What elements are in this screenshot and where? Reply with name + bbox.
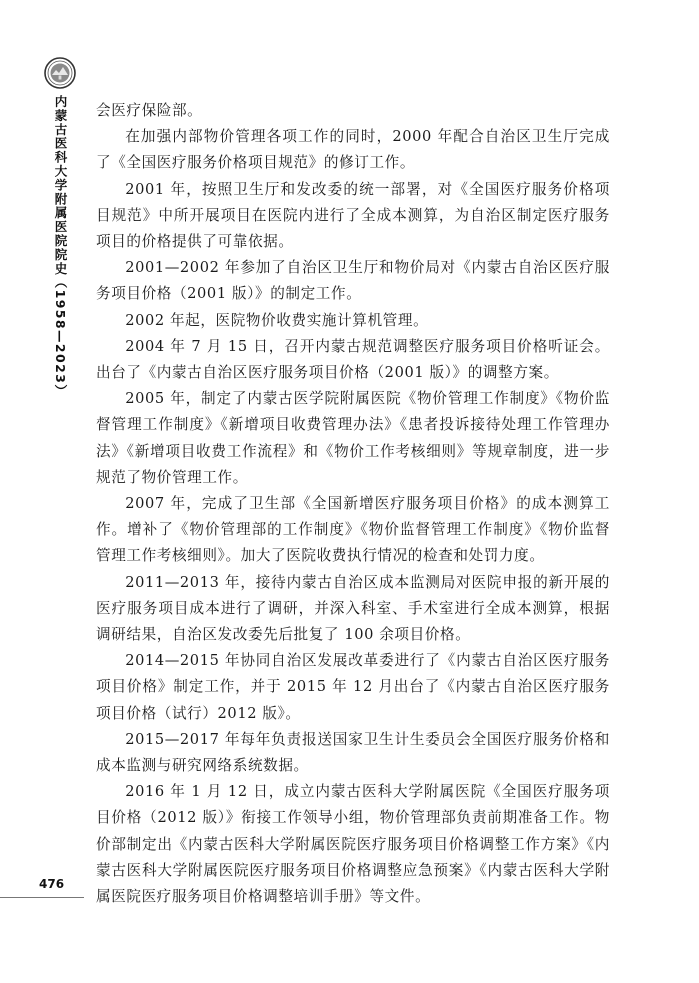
book-years: （1958—2023） [53, 275, 68, 399]
paragraph: 会医疗保险部。 [96, 102, 203, 119]
book-title: 内蒙古医科大学附属医院院史 [53, 95, 68, 276]
paragraph: 2015—2017 年每年负责报送国家卫生计生委员会全国医疗服务价格和成本监测与研究网络系统数据。 [96, 730, 610, 775]
paragraph: 在加强内部物价管理各项工作的同时，2000 年配合自治区卫生厅完成了《全国医疗服务价格项目规范》的修订工作。 [96, 128, 610, 172]
book-title-vertical [47, 95, 73, 398]
paragraph: 2001—2002 年参加了自治区卫生厅和物价局对《内蒙古自治区医疗服务项目价格（2001 版）》的制定工作。 [96, 259, 610, 303]
page-number-rule [0, 897, 84, 898]
hospital-emblem-icon [44, 57, 76, 89]
paragraph: 2002 年起，医院物价收费实施计算机管理。 [125, 311, 429, 329]
paragraph: 2005 年，制定了内蒙古医学院附属医院《物价管理工作制度》《物价监督管理工作制度》《新增项目收费管理办法》《患者投诉接待处理工作管理办法》《新增项目收费工作流程》和《物价工作考核细则》等规章制度，进一步规范了物价管理工作。 [96, 390, 610, 486]
paragraph: 2016 年 1 月 12 日，成立内蒙古医科大学附属医院《全国医疗服务项目价格（2012 版）》衔接工作领导小组，物价管理部负责前期准备工作。物价部制定出《内蒙古医科大学附属医院医疗服务项目价格调整工作方案》《内蒙古医科大学附属医院医疗服务项目价格调整应急预案》《内蒙古医科大学附属医院医疗服务项目价格调整培训手册》等文件。 [96, 783, 610, 906]
paragraph: 2014—2015 年协同自治区发展改革委进行了《内蒙古自治区医疗服务项目价格》制定工作，并于 2015 年 12 月出台了《内蒙古自治区医疗服务项目价格（试行）2012 版》。 [96, 652, 610, 722]
paragraph: 2011—2013 年，接待内蒙古自治区成本监测局对医院申报的新开展的医疗服务项目成本进行了调研，并深入科室、手术室进行全成本测算，根据调研结果，自治区发改委先后批复了 100 余项目价格。 [96, 573, 610, 644]
paragraph: 2007 年，完成了卫生部《全国新增医疗服务项目价格》的成本测算工作。增补了《物价管理部的工作制度》《物价监督管理工作制度》《物价监督管理工作考核细则》。加大了医院收费执行情况的检查和处罚力度。 [96, 495, 610, 565]
body-text [96, 98, 610, 910]
page-number: 476 [39, 877, 65, 891]
paragraph: 2001 年，按照卫生厅和发改委的统一部署，对《全国医疗服务价格项目规范》中所开展项目在医院内进行了全成本测算，为自治区制定医疗服务项目的价格提供了可靠依据。 [96, 180, 610, 251]
paragraph: 2004 年 7 月 15 日，召开内蒙古规范调整医疗服务项目价格听证会。出台了《内蒙古自治区医疗服务项目价格（2001 版）》的调整方案。 [96, 337, 610, 382]
